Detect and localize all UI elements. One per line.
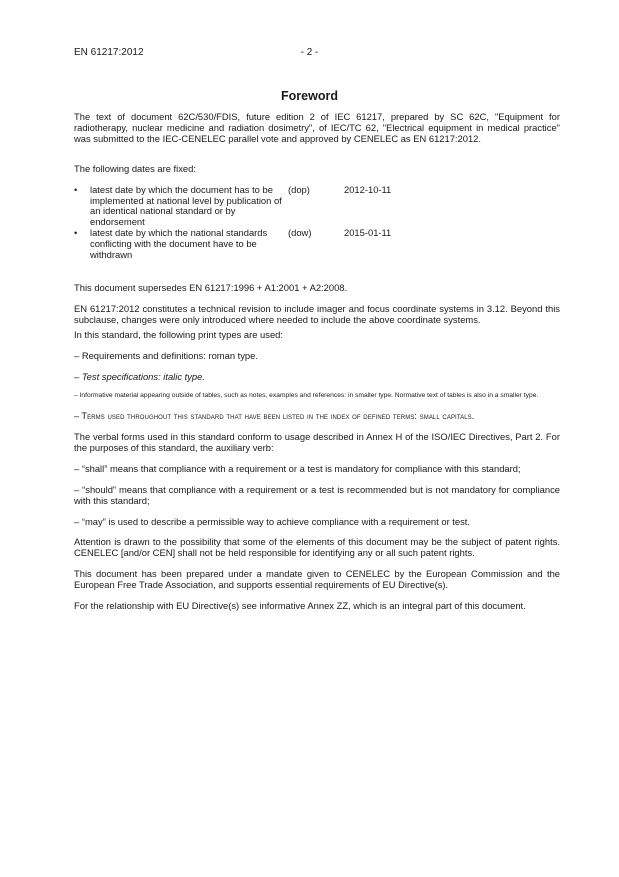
date-value: 2012-10-11 [344, 183, 392, 195]
list-item [74, 185, 560, 229]
page-number: - 2 - [300, 47, 319, 58]
dates-intro: The following dates are fixed: [74, 162, 196, 174]
intro-paragraph: The text of document 62C/530/FDIS, future edition 2 of IEC 61217, prepared by SC 62C, "Equipment for radiotherapy, nuclear medicine and radiation dosimetry", of IEC/TC 62, "Electrical equipment in medical practice" was submitted to the IEC-CENELEC parallel vote and approved by CENELEC as EN 61217:2012. [74, 111, 560, 144]
page-title: Foreword [281, 89, 338, 103]
mandate-paragraph: This document has been prepared under a mandate given to CENELEC by the European Commission and the European Free Trade Association, and supports essential requirements of EU Directive(s). [74, 568, 560, 591]
shall-definition: – “shall” means that compliance with a requirement or a test is mandatory for compliance with this standard; [74, 462, 521, 474]
date-value: 2015-01-11 [344, 227, 392, 239]
bullet-icon: • [74, 227, 78, 239]
revision-paragraph: EN 61217:2012 constitutes a technical revision to include imager and focus coordinate systems in 3.12. Beyond this subclause, changes were only introduced where needed to include the above coordinate systems. [74, 302, 560, 325]
relationship-paragraph: For the relationship with EU Directive(s) see informative Annex ZZ, which is an integral part of this document. [74, 600, 526, 612]
date-code: (dow) [288, 227, 312, 239]
print-type-small: – Informative material appearing outside of tables, such as notes, examples and references: in smaller type. Normative text of tables is also in a smaller type. [74, 392, 539, 400]
document-id: EN 61217:2012 [74, 47, 144, 58]
list-item [74, 228, 560, 261]
supersedes-paragraph: This document supersedes EN 61217:1996 + A1:2001 + A2:2008. [74, 281, 348, 293]
date-code: (dop) [288, 183, 310, 195]
should-definition: – “should” means that compliance with a requirement or a test is recommended but is not mandatory for compliance with this standard; [74, 483, 560, 506]
foreword-body [74, 112, 560, 622]
bullet-icon: • [74, 183, 78, 195]
verbal-forms-paragraph: The verbal forms used in this standard conform to usage described in Annex H of the ISO/IEC Directives, Part 2. For the purposes of this standard, the auxiliary verb: [74, 431, 560, 453]
print-type-roman: – Requirements and definitions: roman type. [74, 349, 258, 361]
print-types-intro: In this standard, the following print types are used: [74, 328, 283, 340]
patent-paragraph: Attention is drawn to the possibility that some of the elements of this document may be the subject of patent rights. CENELEC [and/or CEN] shall not be held responsible for identifying any or all such patent rights. [74, 536, 560, 559]
may-definition: – “may” is used to describe a permissible way to achieve compliance with a requirement or test. [74, 515, 471, 527]
print-type-italic: – Test specifications: italic type. [74, 370, 205, 382]
date-description: latest date by which the national standards conflicting with the document have to be withdrawn [90, 227, 268, 261]
print-type-small-caps: – Terms used throughout this standard that have been listed in the index of defined terms: small capitals. [74, 411, 475, 422]
date-description: latest date by which the document has to be implemented at national level by publication of an identical national standard or by endorsement [90, 183, 282, 228]
dates-list [74, 185, 560, 261]
